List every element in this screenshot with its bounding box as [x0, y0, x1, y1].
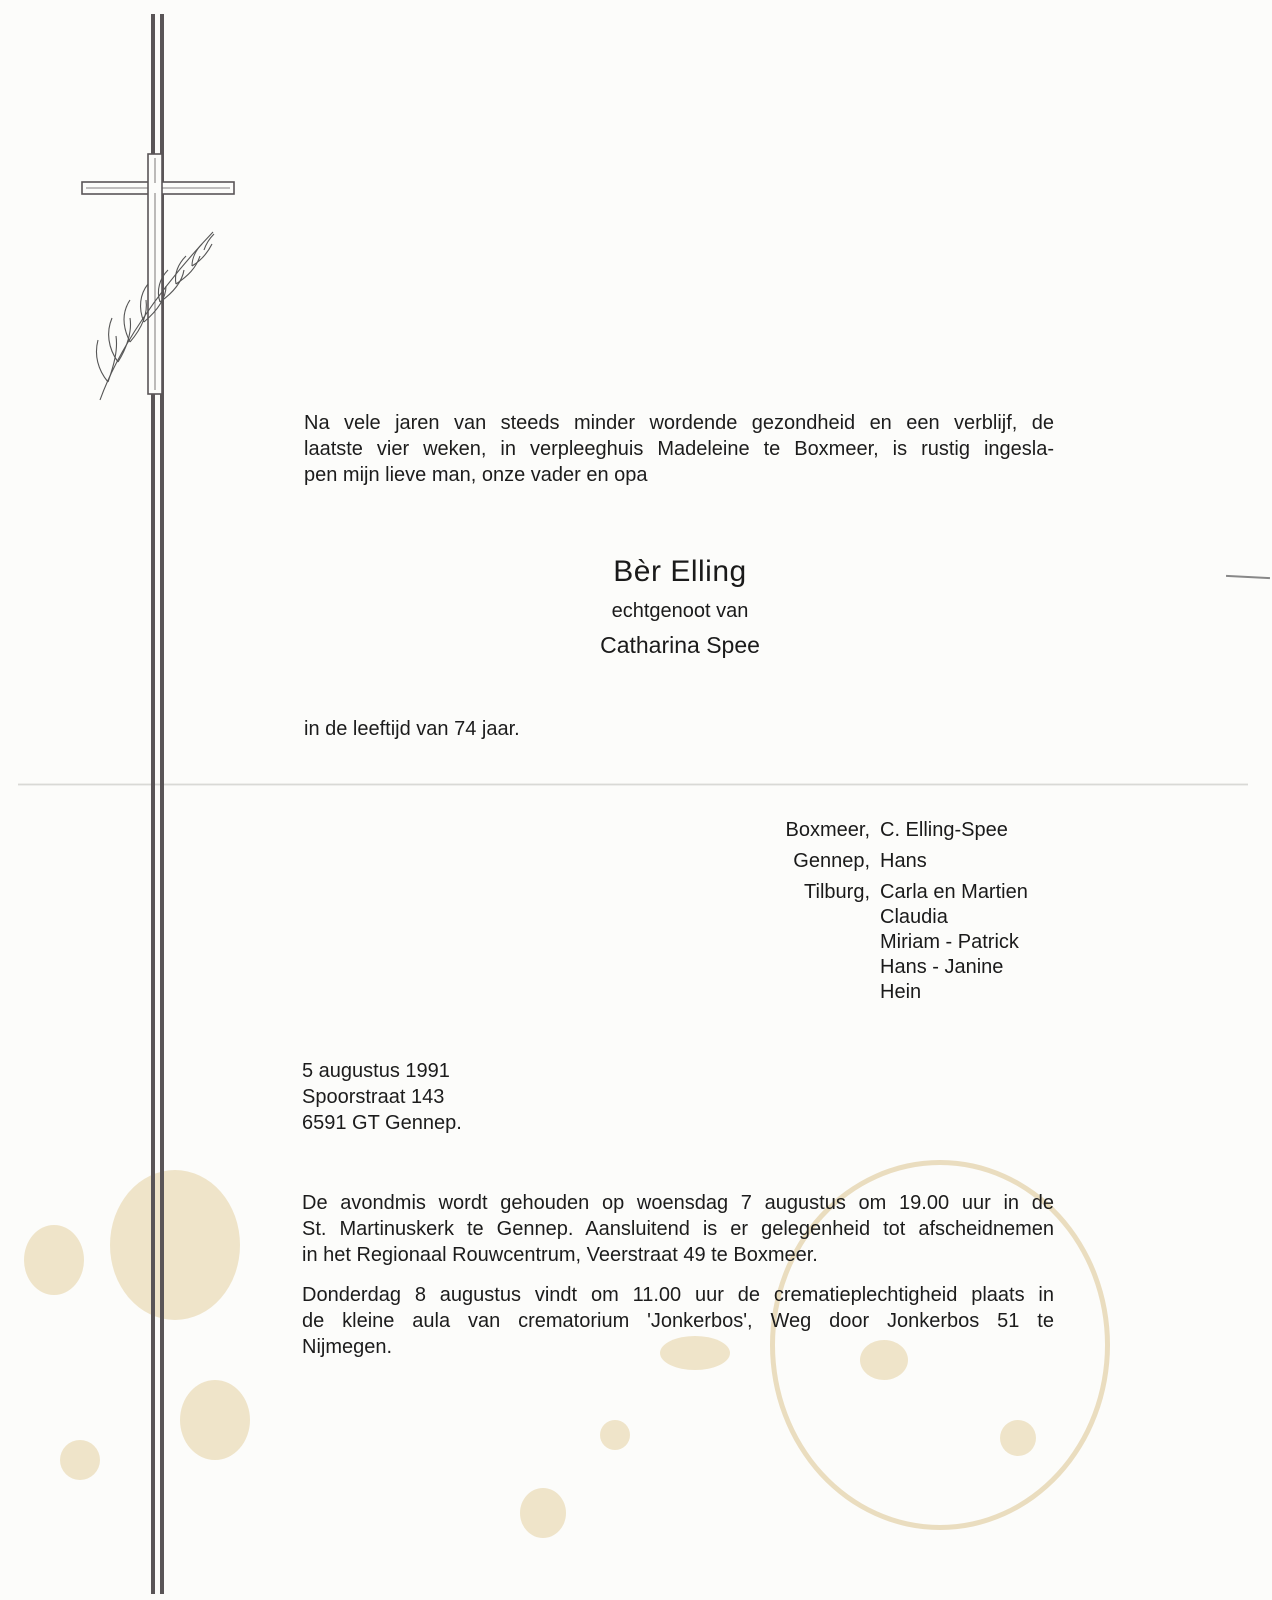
- deceased-name: Bèr Elling: [613, 555, 747, 588]
- address-date: 5 augustus 1991: [302, 1060, 450, 1082]
- cross-icon: [78, 150, 248, 420]
- name-block: [480, 554, 880, 660]
- intro-line: pen mijn lieve man, onze vader en opa: [304, 464, 648, 486]
- service-line: De avondmis wordt gehouden op woensdag 7 augustus om 19.00 uur in de: [302, 1192, 1054, 1214]
- address-street: Spoorstraat 143: [302, 1086, 445, 1108]
- stain: [60, 1440, 100, 1480]
- cremation-line: Donderdag 8 augustus vindt om 11.00 uur de crematieplechtigheid plaats in: [302, 1284, 1054, 1306]
- service-line: St. Martinuskerk te Gennep. Aansluitend is er gelegenheid tot afscheidnemen: [302, 1218, 1054, 1240]
- family-list: [740, 818, 1080, 1011]
- family-name: Carla en Martien: [880, 881, 1028, 903]
- address-city: 6591 GT Gennep.: [302, 1112, 462, 1134]
- service-paragraph: [302, 1190, 1054, 1268]
- family-names: [880, 880, 1028, 1005]
- cremation-paragraph: [302, 1282, 1054, 1360]
- address-block: [302, 1058, 462, 1136]
- service-line: in het Regionaal Rouwcentrum, Veerstraat 49 te Boxmeer.: [302, 1244, 818, 1266]
- stain: [24, 1225, 84, 1295]
- family-place: Gennep,: [793, 850, 870, 872]
- edge-mark: [1226, 575, 1270, 579]
- intro-paragraph: [304, 410, 1054, 488]
- family-name: Hans - Janine: [880, 956, 1004, 978]
- family-names: [880, 818, 1008, 843]
- cremation-line: de kleine aula van crematorium 'Jonkerbos', Weg door Jonkerbos 51 te: [302, 1310, 1054, 1332]
- spouse-label: echtgenoot van: [611, 600, 749, 622]
- stain: [520, 1488, 566, 1538]
- family-place: Tilburg,: [804, 881, 870, 903]
- family-name: Claudia: [880, 906, 948, 928]
- age-line: in de leeftijd van 74 jaar.: [304, 718, 520, 740]
- cremation-line: Nijmegen.: [302, 1336, 393, 1358]
- family-name: Hein: [880, 981, 922, 1003]
- family-row: [740, 818, 1080, 843]
- intro-line: laatste vier weken, in verpleeghuis Madeleine te Boxmeer, is rustig ingesla-: [304, 438, 1054, 460]
- family-name: Miriam - Patrick: [880, 931, 1019, 953]
- stain: [180, 1380, 250, 1460]
- family-name: C. Elling-Spee: [880, 819, 1008, 841]
- family-place: Boxmeer,: [785, 819, 870, 841]
- family-row: [740, 849, 1080, 874]
- stain: [110, 1170, 240, 1320]
- spouse-name: Catharina Spee: [600, 632, 760, 658]
- stain: [600, 1420, 630, 1450]
- family-row: [740, 880, 1080, 1005]
- family-names: [880, 849, 927, 874]
- family-name: Hans: [880, 850, 927, 872]
- cross-emblem: [78, 150, 248, 420]
- fold-line: [18, 783, 1248, 786]
- intro-line: Na vele jaren van steeds minder wordende gezondheid en een verblijf, de: [304, 412, 1054, 434]
